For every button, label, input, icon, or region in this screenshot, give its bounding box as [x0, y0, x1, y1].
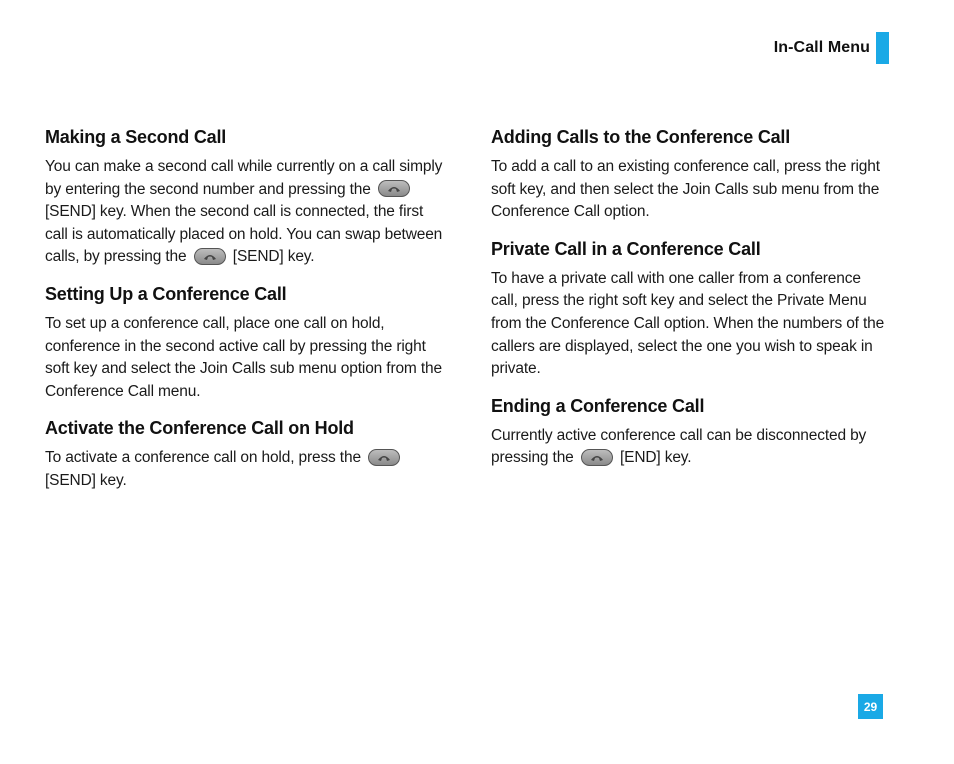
- send-key-icon: [378, 180, 410, 197]
- section-title: Activate the Conference Call on Hold: [45, 418, 354, 439]
- section-body: To set up a conference call, place one call on hold, conference in the second active call by pressing the right soft key and select the Join Calls sub menu option from the Conference Call menu.: [45, 314, 442, 400]
- body-text: [END] key.: [619, 449, 692, 467]
- body-text: Currently active conference call can be disconnected by pressing the: [491, 426, 867, 467]
- section-title: Setting Up a Conference Call: [45, 283, 287, 304]
- header-title: In-Call Menu: [773, 39, 870, 56]
- section-title: Ending a Conference Call: [491, 395, 705, 416]
- end-key-icon: [581, 449, 613, 466]
- body-text: To activate a conference call on hold, press the: [45, 449, 361, 467]
- body-text: You can make a second call while currently on a call simply by entering the second number and pressing the: [45, 158, 443, 198]
- section-title: Adding Calls to the Conference Call: [491, 127, 791, 147]
- header-accent-bar: [876, 32, 889, 64]
- section-body: [45, 447, 445, 492]
- section-body: To have a private call with one caller from a conference call, press the right soft key and select the Private Menu from the Conference Call option. When the numbers of the callers are displayed, select the one you wish to speak in private.: [491, 269, 885, 378]
- body-text: [SEND] key. When the second call is connected, the first call is automatically placed on hold. You can swap between calls, by pressing the: [45, 203, 443, 266]
- section-title: Private Call in a Conference Call: [491, 238, 761, 259]
- page-number: 29: [858, 694, 883, 719]
- section-body: [491, 425, 887, 470]
- section-body: [45, 156, 445, 269]
- section-body: To add a call to an existing conference call, press the right soft key, and then select the Join Calls sub menu from the Conference Call option.: [491, 158, 880, 221]
- page-header: [774, 32, 889, 64]
- send-key-icon: [194, 248, 226, 265]
- section-making-second-call: [45, 124, 445, 269]
- section-private-call: [491, 236, 887, 381]
- right-column: [491, 124, 887, 482]
- body-text: [SEND] key.: [45, 471, 127, 489]
- section-setting-up-conference: [45, 281, 445, 403]
- send-key-icon: [368, 449, 400, 466]
- section-ending-conference: [491, 393, 887, 470]
- body-text: [SEND] key.: [232, 248, 315, 266]
- section-adding-calls: [491, 124, 887, 224]
- left-column: [45, 124, 445, 505]
- section-activate-on-hold: [45, 415, 445, 492]
- section-title: Making a Second Call: [45, 127, 227, 147]
